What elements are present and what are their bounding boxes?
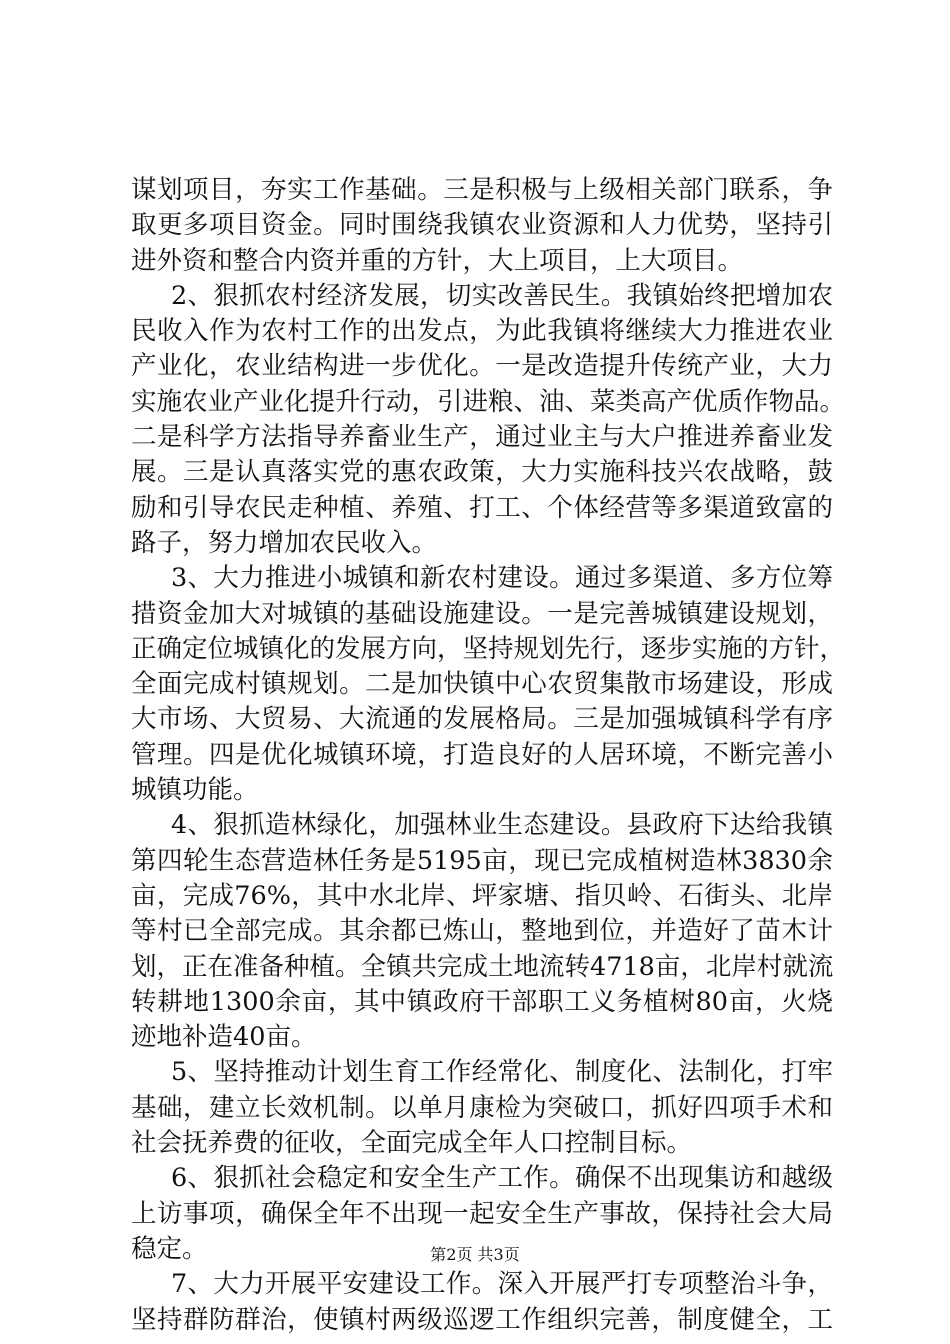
text-line: 转耕地1300余亩，其中镇政府干部职工义务植树80亩，火烧 bbox=[131, 986, 833, 1017]
text-line: 稳定。 bbox=[131, 1233, 208, 1264]
document-body bbox=[131, 173, 846, 1338]
text-line: 民收入作为农村工作的出发点，为此我镇将继续大力推进农业 bbox=[131, 316, 833, 347]
text-line: 城镇功能。 bbox=[131, 775, 259, 806]
text-line: 等村已全部完成。其余都已炼山，整地到位，并造好了苗木计 bbox=[131, 916, 833, 947]
text-line: 基础，建立长效机制。以单月康检为突破口，抓好四项手术和 bbox=[131, 1092, 833, 1123]
text-line: 上访事项，确保全年不出现一起安全生产事故，保持社会大局 bbox=[131, 1198, 833, 1229]
text-line: 进外资和整合内资并重的方针，大上项目，上大项目。 bbox=[131, 245, 744, 276]
text-line: 励和引导农民走种植、养殖、打工、个体经营等多渠道致富的 bbox=[131, 492, 833, 523]
text-line: 6、狠抓社会稳定和安全生产工作。确保不出现集访和越级 bbox=[171, 1163, 833, 1194]
text-line: 第四轮生态营造林任务是5195亩，现已完成植树造林3830余 bbox=[131, 845, 833, 876]
text-line: 5、坚持推动计划生育工作经常化、制度化、法制化，打牢 bbox=[171, 1057, 833, 1088]
text-line: 3、大力推进小城镇和新农村建设。通过多渠道、多方位筹 bbox=[171, 563, 833, 594]
text-line: 措资金加大对城镇的基础设施建设。一是完善城镇建设规划， bbox=[131, 598, 833, 629]
text-line: 全面完成村镇规划。二是加快镇中心农贸集散市场建设，形成 bbox=[131, 669, 833, 700]
text-line: 实施农业产业化提升行动，引进粮、油、菜类高产优质作物品。 bbox=[131, 386, 846, 417]
text-line: 正确定位城镇化的发展方向，坚持规划先行，逐步实施的方针， bbox=[131, 633, 846, 664]
text-line: 划，正在准备种植。全镇共完成土地流转4718亩，北岸村就流 bbox=[131, 951, 834, 982]
text-line: 迹地补造40亩。 bbox=[131, 1022, 317, 1053]
text-line: 谋划项目，夯实工作基础。三是积极与上级相关部门联系，争 bbox=[131, 175, 833, 205]
text-line: 展。三是认真落实党的惠农政策，大力实施科技兴农战略，鼓 bbox=[131, 457, 833, 488]
text-line: 坚持群防群治，使镇村两级巡逻工作组织完善，制度健全，工 bbox=[131, 1304, 833, 1335]
text-line: 二是科学方法指导养畜业生产，通过业主与大户推进养畜业发 bbox=[131, 422, 833, 453]
text-line: 产业化，农业结构进一步优化。一是改造提升传统产业，大力 bbox=[131, 351, 833, 382]
text-line: 7、大力开展平安建设工作。深入开展严打专项整治斗争， bbox=[171, 1269, 833, 1300]
text-line: 大市场、大贸易、大流通的发展格局。三是加强城镇科学有序 bbox=[131, 704, 833, 735]
text-line: 管理。四是优化城镇环境，打造良好的人居环境，不断完善小 bbox=[131, 739, 833, 770]
text-line: 亩，完成76%，其中水北岸、坪家塘、指贝岭、石街头、北岸 bbox=[131, 880, 833, 911]
text-line: 社会抚养费的征收，全面完成全年人口控制目标。 bbox=[131, 1128, 693, 1159]
page-footer bbox=[0, 1245, 950, 1265]
text-line: 4、狠抓造林绿化，加强林业生态建设。县政府下达给我镇 bbox=[171, 810, 833, 841]
text-line: 取更多项目资金。同时围绕我镇农业资源和人力优势，坚持引 bbox=[131, 210, 833, 241]
page-number-label: 第2页 共3页 bbox=[430, 1245, 520, 1264]
text-line: 2、狠抓农村经济发展，切实改善民生。我镇始终把增加农 bbox=[171, 280, 833, 311]
text-line: 路子，努力增加农民收入。 bbox=[131, 527, 438, 558]
